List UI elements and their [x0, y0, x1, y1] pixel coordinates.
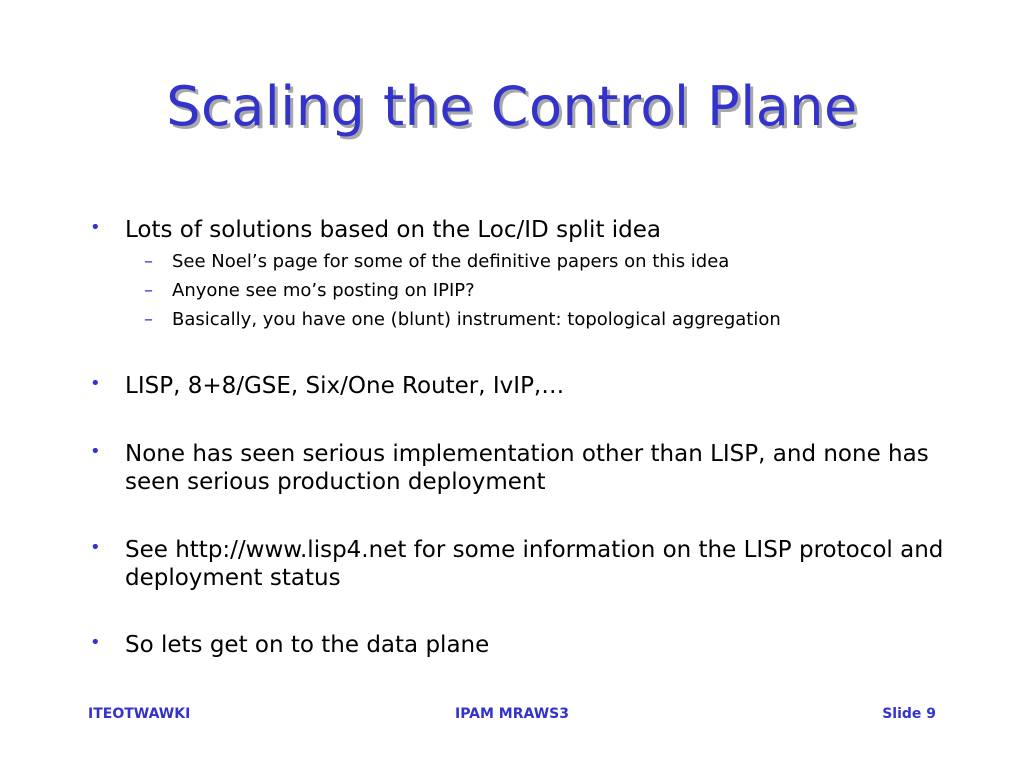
bullet-icon: • — [90, 217, 101, 238]
bullet-item — [90, 536, 970, 592]
slide-title: Scaling the Control Plane — [166, 75, 858, 138]
dash-icon: – — [144, 251, 153, 272]
dash-icon: – — [144, 309, 153, 330]
sub-bullet-item — [144, 250, 944, 274]
bullet-text: So lets get on to the data plane — [125, 632, 490, 658]
dash-icon: – — [144, 280, 153, 301]
sub-bullet-text: Basically, you have one (blunt) instrument: topological aggregation — [172, 309, 781, 330]
bullet-text: LISP, 8+8/GSE, Six/One Router, IvIP,… — [125, 373, 565, 399]
footer-left: ITEOTWAWKI — [88, 706, 191, 722]
bullet-text: Lots of solutions based on the Loc/ID split idea — [125, 217, 662, 243]
sub-bullet-text: See Noel’s page for some of the definitive papers on this idea — [172, 251, 730, 272]
bullet-icon: • — [90, 441, 101, 462]
bullet-text: See http://www.lisp4.net for some information on the LISP protocol and deployment status — [125, 537, 944, 591]
bullet-item — [90, 440, 970, 496]
bullet-item — [90, 372, 970, 400]
bullet-item — [90, 631, 970, 659]
bullet-icon: • — [90, 632, 101, 653]
sub-bullet-item — [144, 308, 944, 332]
bullet-text: None has seen serious implementation other than LISP, and none has seen serious production deployment — [125, 441, 929, 495]
footer-center: IPAM MRAWS3 — [454, 706, 569, 722]
bullet-icon: • — [90, 537, 101, 558]
bullet-item — [90, 216, 970, 244]
slide-number: Slide 9 — [882, 706, 936, 722]
sub-bullet-item — [144, 279, 944, 303]
bullet-icon: • — [90, 373, 101, 394]
sub-bullet-text: Anyone see mo’s posting on IPIP? — [172, 280, 475, 301]
